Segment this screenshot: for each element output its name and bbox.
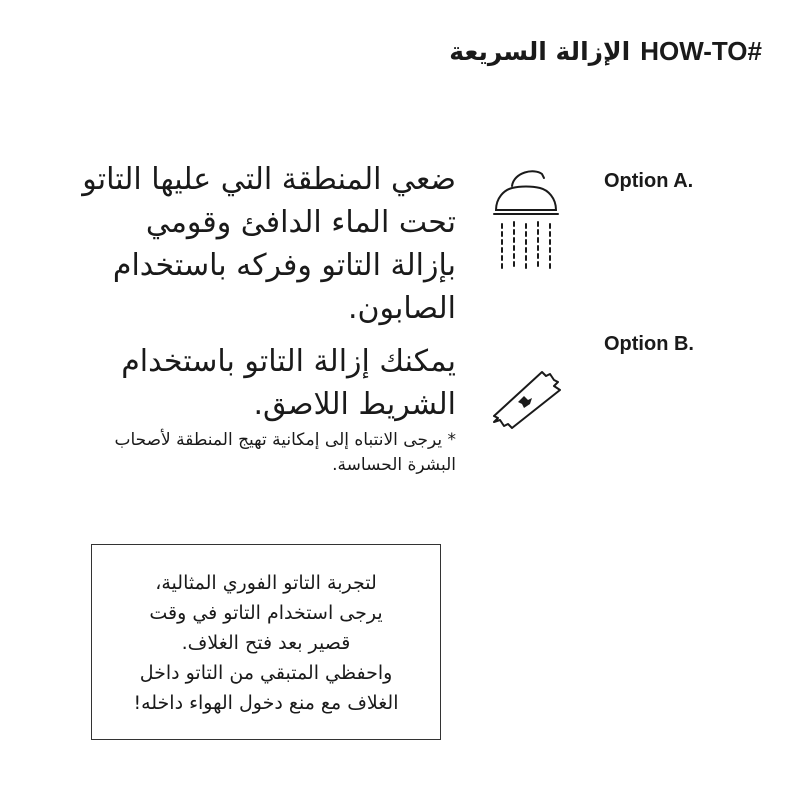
option-b-instructions: يمكنك إزالة التاتو باستخدام الشريط اللاصق. (121, 344, 456, 422)
page-title (449, 36, 762, 67)
option-a-label: Option A. (604, 170, 694, 192)
title-hashtag: HOW-TO# (640, 36, 762, 66)
notice-line: واحفظي المتبقي من التاتو داخل (139, 662, 393, 684)
tape-icon (488, 368, 564, 430)
notice-line: قصير بعد فتح الغلاف. (181, 632, 351, 654)
notice-text (133, 568, 398, 718)
shower-icon (490, 164, 562, 272)
notice-line: الغلاف مع منع دخول الهواء داخله! (133, 692, 399, 714)
option-a-instructions: ضعي المنطقة التي عليها التاتو تحت الماء الدافئ وقومي بإزالة التاتو وفركه باستخدام الصابون. (82, 162, 456, 326)
notice-line: لتجربة التاتو الفوري المثالية، (155, 572, 377, 594)
title-arabic: الإزالة السريعة (449, 37, 631, 66)
option-b-label: Option B. (604, 333, 694, 355)
notice-line: يرجى استخدام التاتو في وقت (149, 602, 383, 624)
notice-box (91, 544, 441, 740)
option-b-warning-note: * يرجى الانتباه إلى إمكانية تهيج المنطقة لأصحاب البشرة الحساسة. (114, 430, 456, 475)
